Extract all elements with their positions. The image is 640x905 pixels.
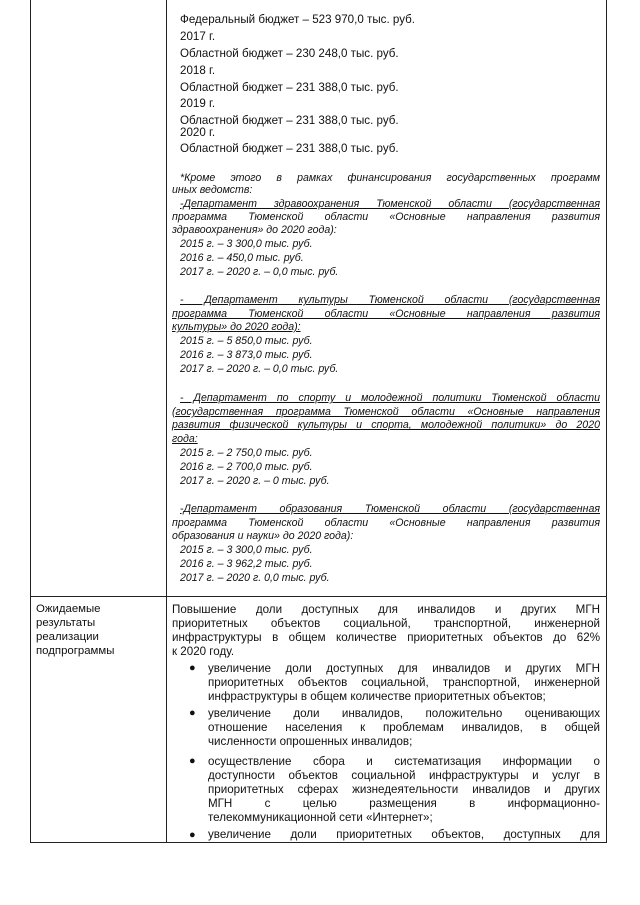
regional-budget-2018: Областной бюджет – 231 388,0 тыс. руб. bbox=[180, 81, 399, 94]
bullet3-line3: приоритетных сферах жизнедеятельности инвалидов и других bbox=[208, 783, 600, 796]
bullet1-line3: инфраструктуры в общем количестве приоритетных объектов; bbox=[208, 690, 546, 703]
bullet3-line1: осуществление сбора и систематизация информации о bbox=[208, 755, 600, 768]
bullet2-line1: увеличение доли инвалидов, положительно оценивающих bbox=[208, 707, 600, 720]
sport-dept-line3: развития физической культуры и спорта, молодежной политики» до 2020 bbox=[172, 419, 600, 431]
education-dept-line3: образования и науки» до 2020 года): bbox=[172, 530, 354, 542]
sport-dept-line4: года: bbox=[172, 433, 198, 445]
bullet1-line1: увеличение доли доступных для инвалидов и других МГН bbox=[208, 662, 600, 675]
sport-dept-line2: (государственная программа Тюменской области «Основные направления bbox=[172, 406, 600, 418]
row-divider bbox=[30, 596, 607, 597]
year-2018: 2018 г. bbox=[180, 64, 216, 77]
results-label-4: подпрограммы bbox=[36, 645, 115, 657]
education-dept-line1: -Департамент образования Тюменской области (государственная bbox=[180, 503, 600, 515]
regional-budget-2020: Областной бюджет – 231 388,0 тыс. руб. bbox=[180, 142, 399, 155]
culture-2016: 2016 г. – 3 873,0 тыс. руб. bbox=[180, 349, 313, 361]
health-2017-2020: 2017 г. – 2020 г. – 0,0 тыс. руб. bbox=[180, 266, 339, 278]
health-2015: 2015 г. – 3 300,0 тыс. руб. bbox=[180, 238, 313, 250]
results-label-1: Ожидаемые bbox=[36, 603, 101, 615]
results-label-3: реализации bbox=[36, 631, 99, 643]
results-main-1: Повышение доли доступных для инвалидов и других МГН bbox=[172, 603, 600, 616]
health-dept-line3: здравоохранения» до 2020 года): bbox=[172, 224, 337, 236]
culture-dept-line1: - Департамент культуры Тюменской области (государственная bbox=[180, 294, 600, 306]
education-2015: 2015 г. – 3 300,0 тыс. руб. bbox=[180, 544, 313, 556]
education-2016: 2016 г. – 3 962,2 тыс. руб. bbox=[180, 558, 313, 570]
bullet3-line5: телекоммуникационной сети «Интернет»; bbox=[208, 811, 433, 824]
results-main-4: к 2020 году. bbox=[172, 645, 235, 658]
federal-budget-2016: Федеральный бюджет – 523 970,0 тыс. руб. bbox=[180, 13, 416, 26]
bullet1-line2: приоритетных объектов социальной, транспортной, инженерной bbox=[208, 676, 600, 689]
sport-2017-2020: 2017 г. – 2020 г. – 0 тыс. руб. bbox=[180, 475, 330, 487]
culture-2015: 2015 г. – 5 850,0 тыс. руб. bbox=[180, 335, 313, 347]
results-main-2: приоритетных объектов социальной, транспортной, инженерной bbox=[172, 617, 600, 630]
year-2017: 2017 г. bbox=[180, 30, 216, 43]
health-dept-line1: -Департамент здравоохранения Тюменской области (государственная bbox=[180, 198, 600, 210]
bullet3-line2: доступности объектов социальной инфраструктуры и услуг в bbox=[208, 769, 600, 782]
column-divider bbox=[166, 0, 167, 843]
extra-intro-cont: иных ведомств: bbox=[172, 184, 253, 196]
sport-2015: 2015 г. – 2 750,0 тыс. руб. bbox=[180, 447, 313, 459]
bullet2-line3: численности опрошенных инвалидов; bbox=[208, 735, 413, 748]
bullet-icon: ● bbox=[189, 662, 196, 674]
health-dept-line2: программа Тюменской области «Основные направления развития bbox=[172, 211, 600, 223]
year-2019: 2019 г. bbox=[180, 97, 216, 110]
sport-2016: 2016 г. – 2 700,0 тыс. руб. bbox=[180, 461, 313, 473]
bullet-icon: ● bbox=[189, 829, 196, 841]
bullet-icon: ● bbox=[189, 755, 196, 767]
health-2016: 2016 г. – 450,0 тыс. руб. bbox=[180, 252, 304, 264]
regional-budget-2017: Областной бюджет – 230 248,0 тыс. руб. bbox=[180, 47, 399, 60]
sport-dept-line1: - Департамент по спорту и молодежной политики Тюменской области bbox=[180, 392, 600, 404]
regional-budget-2019: Областной бюджет – 231 388,0 тыс. руб. bbox=[180, 114, 399, 127]
extra-intro: *Кроме этого в рамках финансирования государственных программ bbox=[180, 172, 600, 184]
bullet3-line4: МГН с целью размещения в информационно- bbox=[208, 797, 600, 810]
bullet2-line2: отношение населения к проблемам инвалидов, в общей bbox=[208, 721, 600, 734]
bullet-icon: ● bbox=[189, 707, 196, 719]
culture-2017-2020: 2017 г. – 2020 г. – 0,0 тыс. руб. bbox=[180, 363, 339, 375]
year-2020: 2020 г. bbox=[180, 126, 216, 139]
results-label-2: результаты bbox=[36, 617, 96, 629]
results-main-3: инфраструктуры в общем количестве приоритетных объектов до 62% bbox=[172, 631, 600, 644]
culture-dept-line2: программа Тюменской области «Основные направления развития bbox=[172, 308, 600, 320]
education-dept-line2: программа Тюменской области «Основные направления развития bbox=[172, 517, 600, 529]
bullet4-line1: увеличение доли приоритетных объектов, доступных для bbox=[208, 828, 600, 841]
education-2017-2020: 2017 г. – 2020 г. 0,0 тыс. руб. bbox=[180, 572, 330, 584]
culture-dept-line3: культуры» до 2020 года): bbox=[172, 321, 301, 333]
